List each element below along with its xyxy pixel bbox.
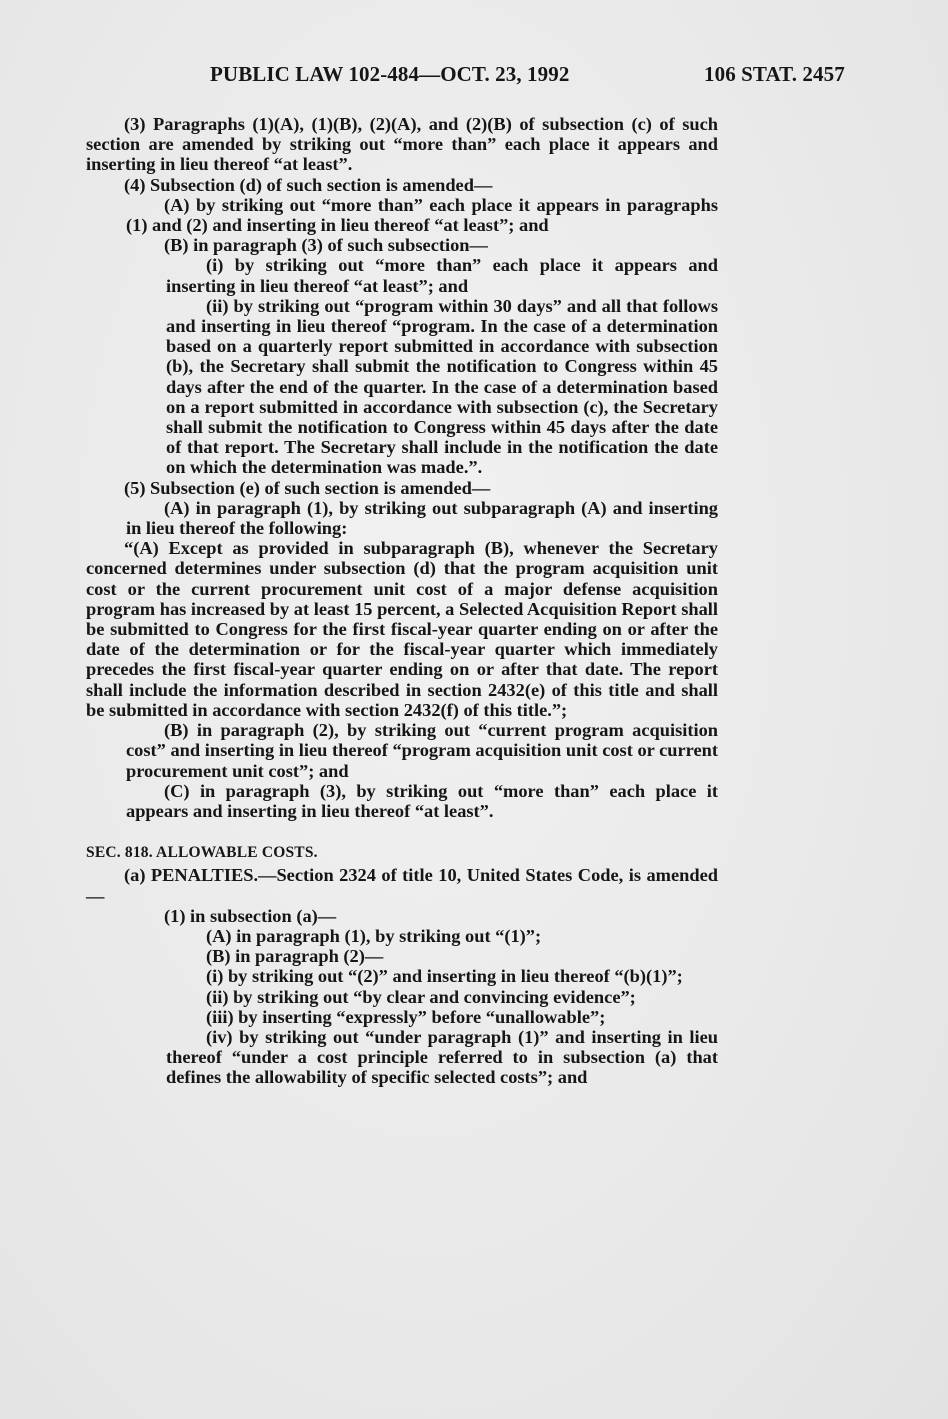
section-heading: SEC. 818. ALLOWABLE COSTS.	[86, 844, 318, 862]
paragraph: (iv) by striking out “under paragraph (1)” and inserting in lieu thereof “under a cost principle referred to in subsection (a) that defines the allowability of specific selected costs”; and	[166, 1026, 718, 1088]
header-title: PUBLIC LAW 102-484—OCT. 23, 1992	[210, 62, 570, 86]
paragraph: (4) Subsection (d) of such section is amended—	[124, 174, 493, 195]
paragraph: (5) Subsection (e) of such section is amended—	[124, 477, 491, 498]
paragraph: (i) by striking out “more than” each place it appears and inserting in lieu thereof “at least”; and	[166, 255, 718, 296]
paragraph: (B) in paragraph (2)—	[206, 946, 384, 967]
paragraph: (A) in paragraph (1), by striking out subparagraph (A) and inserting in lieu thereof the following:	[126, 497, 718, 539]
paragraph: (a) PENALTIES.—Section 2324 of title 10, United States Code, is amended—	[86, 865, 718, 906]
paragraph: (A) in paragraph (1), by striking out “(1)”;	[206, 925, 542, 946]
paragraph: (ii) by striking out “program within 30 days” and all that follows and inserting in lieu thereof “program. In the case of a determination based on a quarterly report submitted in accordance with subsection (b), the Secretary shall submit the notification to Congress within 45 days after the end of the quarter. In the case of a determination based on a report submitted in accordance with subsection (c), the Secretary shall submit the notification to Congress within 45 days after the date of that report. The Secretary shall include in the notification the date on which the determination was made.”.	[166, 295, 718, 478]
paragraph: (3) Paragraphs (1)(A), (1)(B), (2)(A), and (2)(B) of subsection (c) of such section are amended by striking out “more than” each place it appears and inserting in lieu thereof “at least”.	[86, 114, 718, 175]
paragraph: (C) in paragraph (3), by striking out “more than” each place it appears and inserting in lieu thereof “at least”.	[126, 780, 718, 821]
law-text	[86, 114, 718, 1088]
header-stat-citation: 106 STAT. 2457	[704, 62, 845, 86]
paragraph: (iii) by inserting “expressly” before “unallowable”;	[206, 1006, 606, 1027]
paragraph: (B) in paragraph (2), by striking out “current program acquisition cost” and inserting in lieu thereof “program acquisition unit cost or current procurement unit cost”; and	[126, 720, 718, 781]
paragraph: (1) in subsection (a)—	[164, 905, 337, 926]
paragraph: (A) by striking out “more than” each place it appears in paragraphs (1) and (2) and inserting in lieu thereof “at least”; and	[126, 194, 718, 236]
page-header	[0, 62, 948, 90]
paragraph: (ii) by striking out “by clear and convincing evidence”;	[206, 986, 636, 1007]
paragraph: (i) by striking out “(2)” and inserting in lieu thereof “(b)(1)”;	[206, 966, 683, 987]
quoted-paragraph: “(A) Except as provided in subparagraph (B), whenever the Secretary concerned determines under subsection (d) that the program acquisition unit cost or the current procurement unit cost of a major defense acquisition program has increased by at least 15 percent, a Selected Acquisition Report shall be submitted to Congress for the first fiscal-year quarter ending on or after the date of the determination or for the fiscal-year quarter which immediately precedes the first fiscal-year quarter ending on or after that date. The report shall include the information described in section 2432(e) of this title and shall be submitted in accordance with section 2432(f) of this title.”;	[86, 538, 718, 720]
paragraph: (B) in paragraph (3) of such subsection—	[164, 235, 488, 256]
